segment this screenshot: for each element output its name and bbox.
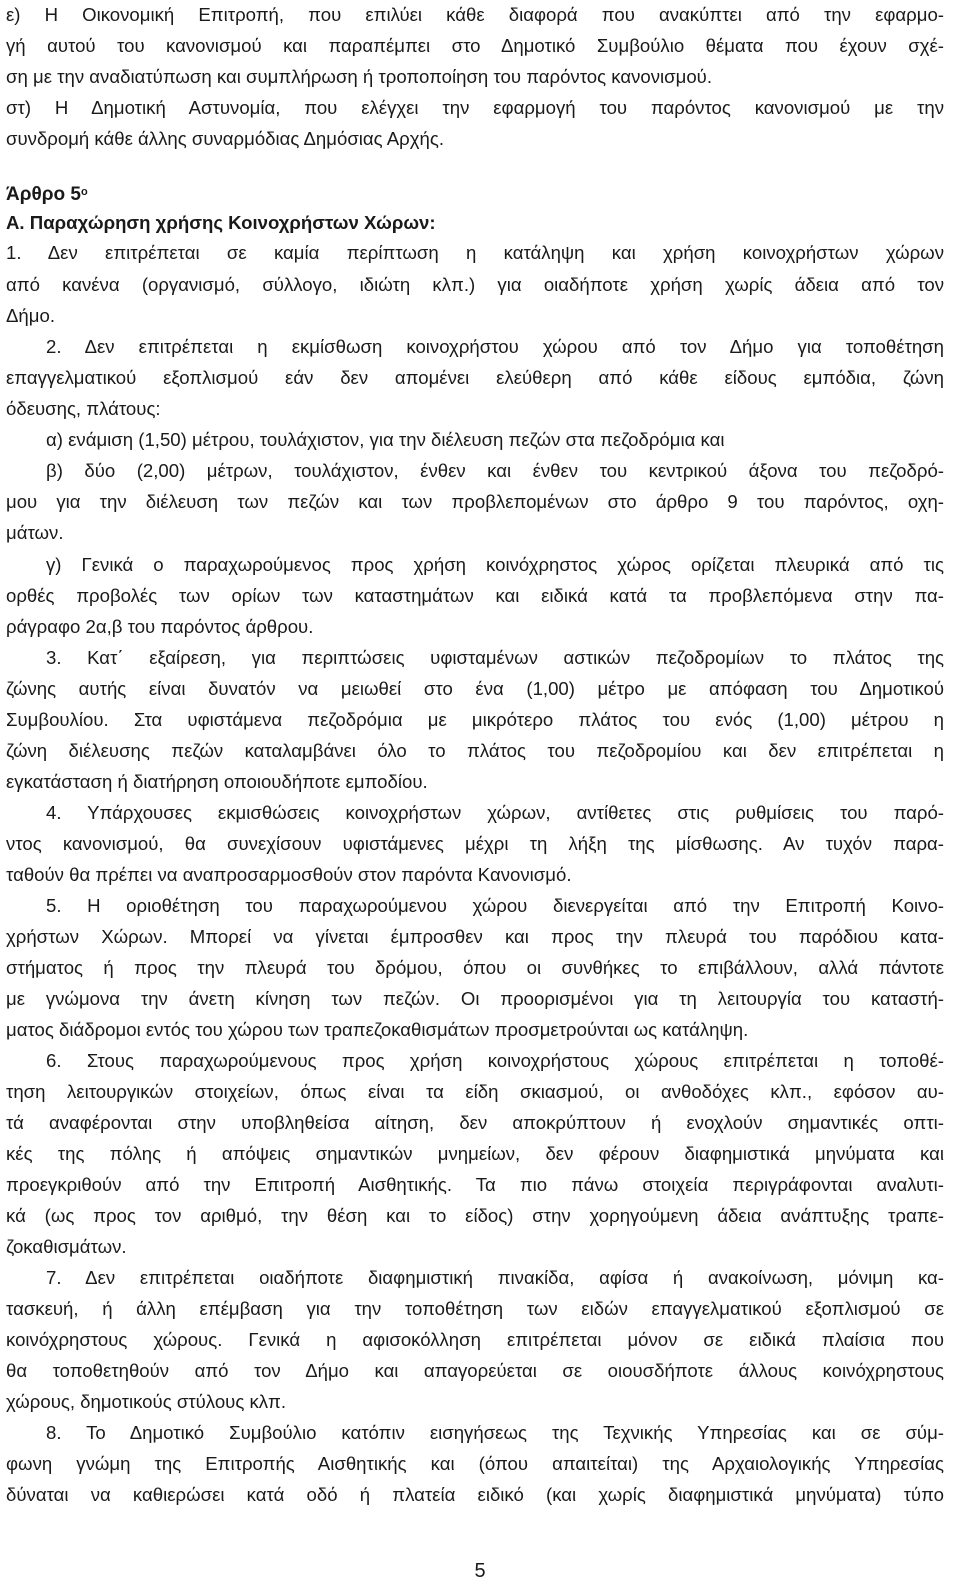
text-line: κοινόχρηστους χώρους. Γενικά η αφισοκόλληση επιτρέπεται μόνον σε ειδικά πλαίσια που [6,1329,944,1350]
text-line: κές της πόλης ή απόψεις σημαντικών μνημείων, δεν φέρουν διαφημιστικά μηνύματα και [6,1143,944,1164]
text-line: μάτων. [6,522,64,543]
text-line: Δήμο. [6,305,55,326]
text-line: επαγγελματικού εξοπλισμού εάν δεν απομένει ελεύθερη από κάθε είδους εμπόδια, ζώνη [6,367,944,388]
text-line: στήματος ή προς την πλευρά του δρόμου, όπου οι συνθήκες το επιβάλλουν, αλλά πάντοτε [6,957,944,978]
text-line: 3. Κατ΄ εξαίρεση, για περιπτώσεις υφισταμένων αστικών πεζοδρομίων το πλάτος της [46,647,944,668]
text-line: θα τοποθετηθούν από τον Δήμο και απαγορεύεται σε οιουσδήποτε άλλους κοινόχρηστους [6,1360,944,1381]
text-line: 2. Δεν επιτρέπεται η εκμίσθωση κοινοχρήστου χώρου από τον Δήμο για τοποθέτηση [46,336,944,357]
text-line: 5. Η οριοθέτηση του παραχωρούμενου χώρου διενεργείται από την Επιτροπή Κοινο- [46,895,944,916]
text-line: Συμβουλίου. Στα υφιστάμενα πεζοδρόμια με μικρότερο πλάτος του ενός (1,00) μέτρου η [6,709,944,730]
text-line: εγκατάσταση ή διατήρηση οποιουδήποτε εμποδίου. [6,771,428,792]
text-line: ε) Η Οικονομική Επιτροπή, που επιλύει κάθε διαφορά που ανακύπτει από την εφαρμο- [6,4,944,25]
text-line: ζοκαθισμάτων. [6,1236,127,1257]
text-line: β) δύο (2,00) μέτρων, τουλάχιστον, ένθεν και ένθεν του κεντρικού άξονα του πεζοδρό- [46,460,944,481]
text-line: 6. Στους παραχωρούμενους προς χρήση κοινοχρήστους χώρους επιτρέπεται η τοποθέ- [46,1050,944,1071]
text-line: τασκευή, ή άλλη επέμβαση για την τοποθέτηση των ειδών επαγγελματικού εξοπλισμού σε [6,1298,944,1319]
text-line: δύναται να καθιερώσει κατά οδό ή πλατεία ειδικό (και χωρίς διαφημιστικά μηνύματα) τύπο [6,1484,944,1505]
article-heading-text: Άρθρο 5 [6,184,81,205]
text-line: χρήστων Χώρων. Μπορεί να γίνεται έμπροσθεν και προς την πλευρά του παρόδιου κατα- [6,926,944,947]
text-line: 4. Υπάρχουσες εκμισθώσεις κοινοχρήστων χώρων, αντίθετες στις ρυθμίσεις του παρό- [46,802,944,823]
text-line: στ) Η Δημοτική Αστυνομία, που ελέγχει την εφαρμογή του παρόντος κανονισμού με την [6,97,944,118]
text-line: μου για την διέλευση των πεζών και των προβλεπομένων στο άρθρο 9 του παρόντος, οχη- [6,491,944,512]
article-heading [6,182,606,208]
text-line: ράγραφο 2α,β του παρόντος άρθρου. [6,616,314,637]
text-line: με γνώμονα την άνετη κίνηση των πεζών. Οι προορισμένοι για τη λειτουργία του καταστή- [6,988,944,1009]
text-line: γ) Γενικά ο παραχωρούμενος προς χρήση κοινόχρηστος χώρος ορίζεται πλευρικά από τις [46,554,944,575]
section-heading: Α. Παραχώρηση χρήσης Κοινοχρήστων Χώρων: [6,212,436,233]
text-line: ζώνη διέλευσης πεζών καταλαμβάνει όλο το πλάτος του πεζοδρομίου και δεν επιτρέπεται η [6,740,944,761]
text-line: α) ενάμιση (1,50) μέτρου, τουλάχιστον, για την διέλευση πεζών στα πεζοδρόμια και [46,429,725,450]
text-line: ταθούν θα πρέπει να αναπροσαρμοσθούν στον παρόντα Κανονισμό. [6,864,572,885]
text-line: γή αυτού του κανονισμού και παραπέμπει στο Δημοτικό Συμβούλιο θέματα που έχουν σχέ- [6,35,944,56]
text-line: 8. Το Δημοτικό Συμβούλιο κατόπιν εισηγήσεως της Τεχνικής Υπηρεσίας και σε σύμ- [46,1422,944,1443]
text-line: φωνη γνώμη της Επιτροπής Αισθητικής και (όπου απαιτείται) της Αρχαιολογικής Υπηρεσίας [6,1453,944,1474]
text-line: ση με την αναδιατύπωση και συμπλήρωση ή τροποποίηση του παρόντος κανονισμού. [6,66,713,87]
text-line: χώρους, δημοτικούς στύλους κλπ. [6,1391,287,1412]
text-line: από κανένα (οργανισμό, σύλλογο, ιδιώτη κλπ.) για οιαδήποτε χρήση χωρίς άδεια από τον [6,274,944,295]
text-line: ορθές προβολές των ορίων των καταστημάτων και ειδικά κατά τα προβλεπόμενα στην πα- [6,585,944,606]
text-line: ματος διάδρομοι εντός του χώρου των τραπεζοκαθισμάτων προσμετρούνται ως κατάληψη. [6,1019,749,1040]
text-line: κά (ως προς τον αριθμό, την θέση και το είδος) στην χορηγούμενη άδεια ανάπτυξης τραπε- [6,1205,944,1226]
text-line: όδευσης, πλάτους: [6,398,161,419]
text-line: ζώνης αυτής είναι δυνατόν να μειωθεί στο ένα (1,00) μέτρο με απόφαση του Δημοτικού [6,678,944,699]
text-line: τά αναφέρονται στην υποβληθείσα αίτηση, δεν αποκρύπτουν ή ενοχλούν σημαντικές οπτι- [6,1112,944,1133]
page-number: 5 [474,1560,486,1582]
text-line: 1. Δεν επιτρέπεται σε καμία περίπτωση η κατάληψη και χρήση κοινοχρήστων χώρων [6,242,944,263]
text-line: ντος κανονισμού, θα συνεχίσουν υφιστάμενες μέχρι τη λήξη της μίσθωσης. Αν τυχόν παρα- [6,833,944,854]
text-line: 7. Δεν επιτρέπεται οιαδήποτε διαφημιστική πινακίδα, αφίσα ή ανακοίνωση, μόνιμη κα- [46,1267,944,1288]
text-line: τηση λειτουργικών στοιχείων, όπως είναι τα είδη σκιασμού, οι ανθοδόχες κλπ., εφόσον αυ- [6,1081,944,1102]
text-line: συνδρομή κάθε άλλης συναρμόδιας Δημόσιας Αρχής. [6,128,444,149]
text-line: προεγκριθούν από την Επιτροπή Αισθητικής. Τα πιο πάνω στοιχεία περιγράφονται αναλυτι- [6,1174,944,1195]
article-heading-superscript: ο [80,186,88,198]
